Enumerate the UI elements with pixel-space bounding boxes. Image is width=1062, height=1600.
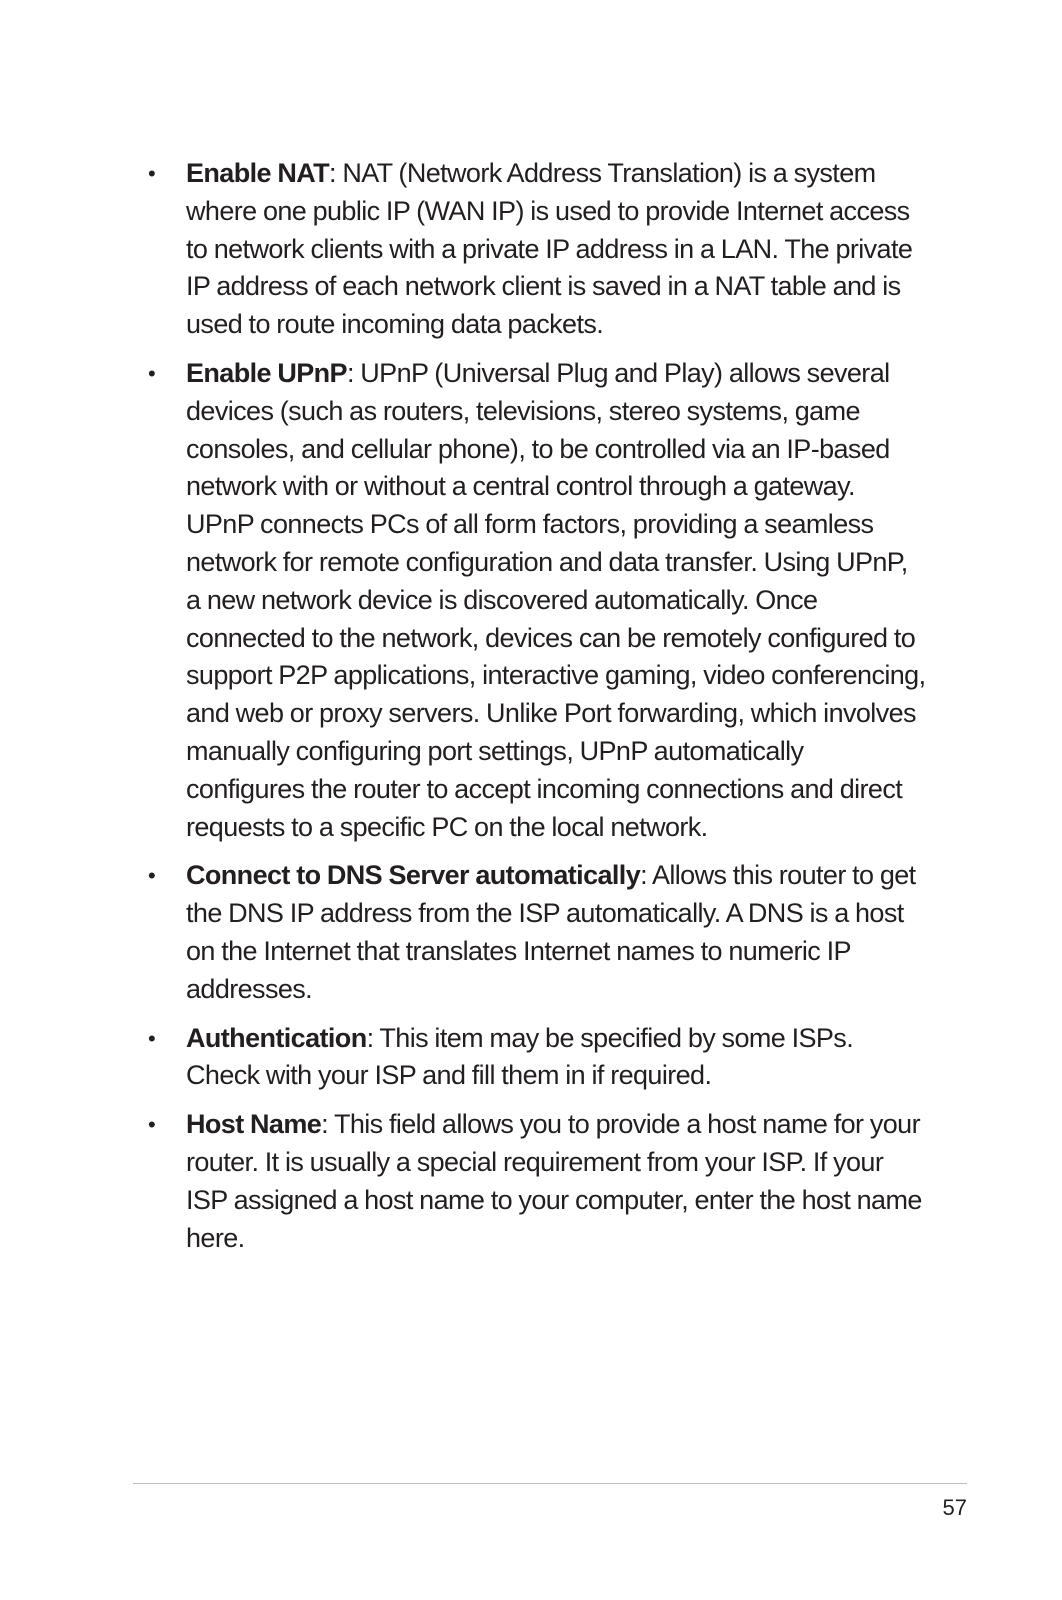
bullet-icon: •: [148, 1025, 156, 1051]
item-title: Authentication: [186, 1022, 367, 1053]
item-description: : This item may be specified by some ISPs. Check with your ISP and fill them in if required.: [186, 1022, 854, 1091]
item-description: : Allows this router to get the DNS IP address from the ISP automatically. A DNS is a host on the Internet that translates Internet names to numeric IP addresses.: [186, 860, 916, 1004]
item-title: Enable UPnP: [186, 357, 347, 388]
item-description: : NAT (Network Address Translation) is a system where one public IP (WAN IP) is used to provide Internet access to network clients with a private IP address in a LAN. The private IP address of each network client is saved in a NAT table and is used to route incoming data packets.: [186, 158, 913, 340]
item-title: Connect to DNS Server automatically: [186, 860, 641, 891]
footer-divider: [133, 1483, 967, 1484]
list-item-connect-dns-automatically: [148, 857, 928, 1008]
item-title: Host Name: [186, 1109, 322, 1140]
list-item-authentication: [148, 1020, 928, 1096]
item-description: : UPnP (Universal Plug and Play) allows several devices (such as routers, televisions, stereo systems, game consoles, and cellular phone), to be controlled via an IP-based network with or without a central control through a gateway. UPnP connects PCs of all form factors, providing a seamless network for remote configuration and data transfer. Using UPnP, a new network device is discovered automatically. Once connected to the network, devices can be remotely configured to support P2P applications, interactive gaming, video conferencing, and web or proxy servers. Unlike Port forwarding, which involves manually configuring port settings, UPnP automatically configures the router to accept incoming connections and direct requests to a specific PC on the local network.: [186, 357, 926, 842]
item-description: : This field allows you to provide a host name for your router. It is usually a special requirement from your ISP. If your ISP assigned a host name to your computer, enter the host name here.: [186, 1109, 922, 1253]
bullet-icon: •: [148, 863, 156, 889]
page-number: 57: [942, 1495, 967, 1520]
item-title: Enable NAT: [186, 158, 330, 188]
settings-description-list: [148, 155, 928, 1268]
list-item-enable-upnp: [148, 355, 928, 846]
bullet-icon: •: [148, 161, 156, 186]
bullet-icon: •: [148, 360, 156, 386]
list-item-enable-nat: [148, 155, 928, 344]
list-item-host-name: [148, 1106, 928, 1257]
bullet-icon: •: [148, 1112, 156, 1138]
